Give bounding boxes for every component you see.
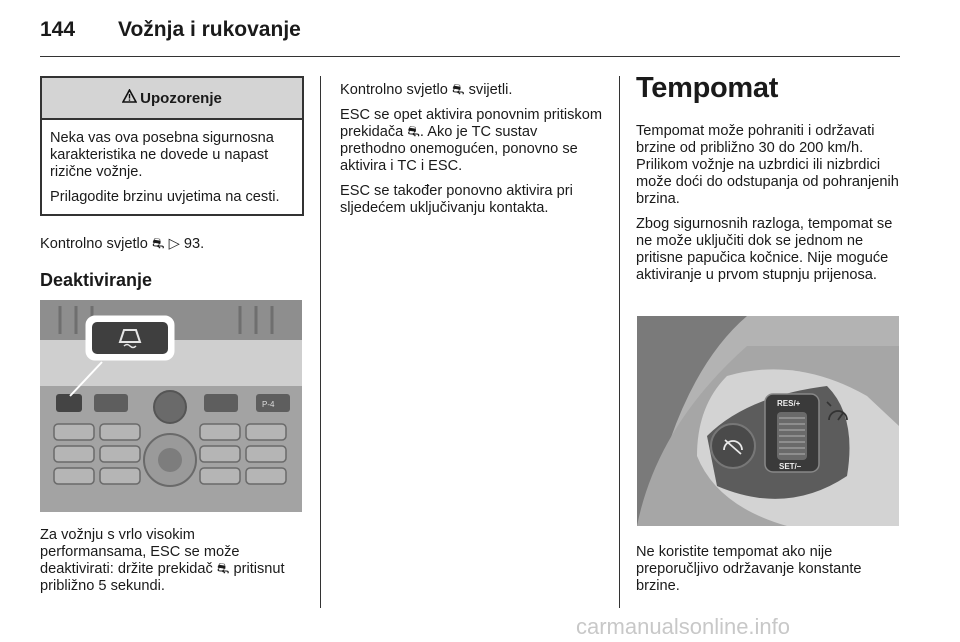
section-heading-deactivation: Deaktiviranje (40, 270, 153, 290)
paragraph: Zbog sigurnosnih razloga, tempomat se ne može uključiti dok se jednom ne pritisne papučica kočnice. Nije moguće aktiviranje u prvom stupnju prijenosa. (636, 216, 893, 283)
warning-box (40, 76, 304, 216)
watermark: carmanualsonline.info (576, 614, 791, 639)
indicator-reference (40, 236, 305, 261)
warning-triangle-icon (122, 89, 137, 107)
cruise-note (636, 544, 902, 603)
right-column (636, 123, 902, 292)
paragraph: ESC se opet aktivira ponovnim pritiskom prekidača ⛐. Ako je TC sustav prethodno onemogućen, ponovno se aktivira i TC i ESC. (340, 107, 602, 174)
paragraph: Kontrolno svjetlo ⛐ svijetli. (340, 82, 513, 98)
warning-text: Neka vas ova posebna sigurnosna karakteristika ne dovede u napast rizične vožnje. (50, 130, 274, 180)
paragraph: Tempomat može pohraniti i održavati brzine od približno 30 do 200 km/h. Prilikom vožnje na uzbrdici ili nizbrdici može doći do odstupanja od pohranjenih brzina. (636, 123, 899, 207)
steering-wheel-photo (637, 316, 899, 531)
section-heading-cruise-control: Tempomat (636, 72, 779, 104)
deactivation-text (40, 527, 305, 603)
warning-header (42, 78, 302, 120)
warning-text: Prilagodite brzinu uvjetima na cesti. (50, 189, 280, 205)
page-number: 144 (40, 18, 76, 41)
page-title: Vožnja i rukovanje (118, 18, 301, 41)
res-label: RES/+ (777, 399, 801, 408)
warning-title: Upozorenje (140, 89, 222, 107)
paragraph: ESC se također ponovno aktivira pri sljedećem uključivanju kontakta. (340, 183, 573, 216)
header-rule (40, 56, 900, 57)
console-photo (40, 300, 302, 517)
column-divider (619, 76, 620, 608)
middle-column (340, 82, 602, 225)
deactivation-paragraph: Za vožnju s vrlo visokim performansama, ESC se može deaktivirati: držite prekidač ⛐ pritisnut približno 5 sekundi. (40, 527, 285, 594)
page-header (40, 18, 301, 42)
column-divider (320, 76, 321, 608)
set-label: SET/– (779, 462, 802, 471)
p4-label: P-4 (262, 400, 275, 409)
paragraph: Ne koristite tempomat ako nije preporučljivo održavanje konstante brzine. (636, 544, 862, 594)
indicator-line: Kontrolno svjetlo ⛐ ▷ 93. (40, 236, 205, 252)
